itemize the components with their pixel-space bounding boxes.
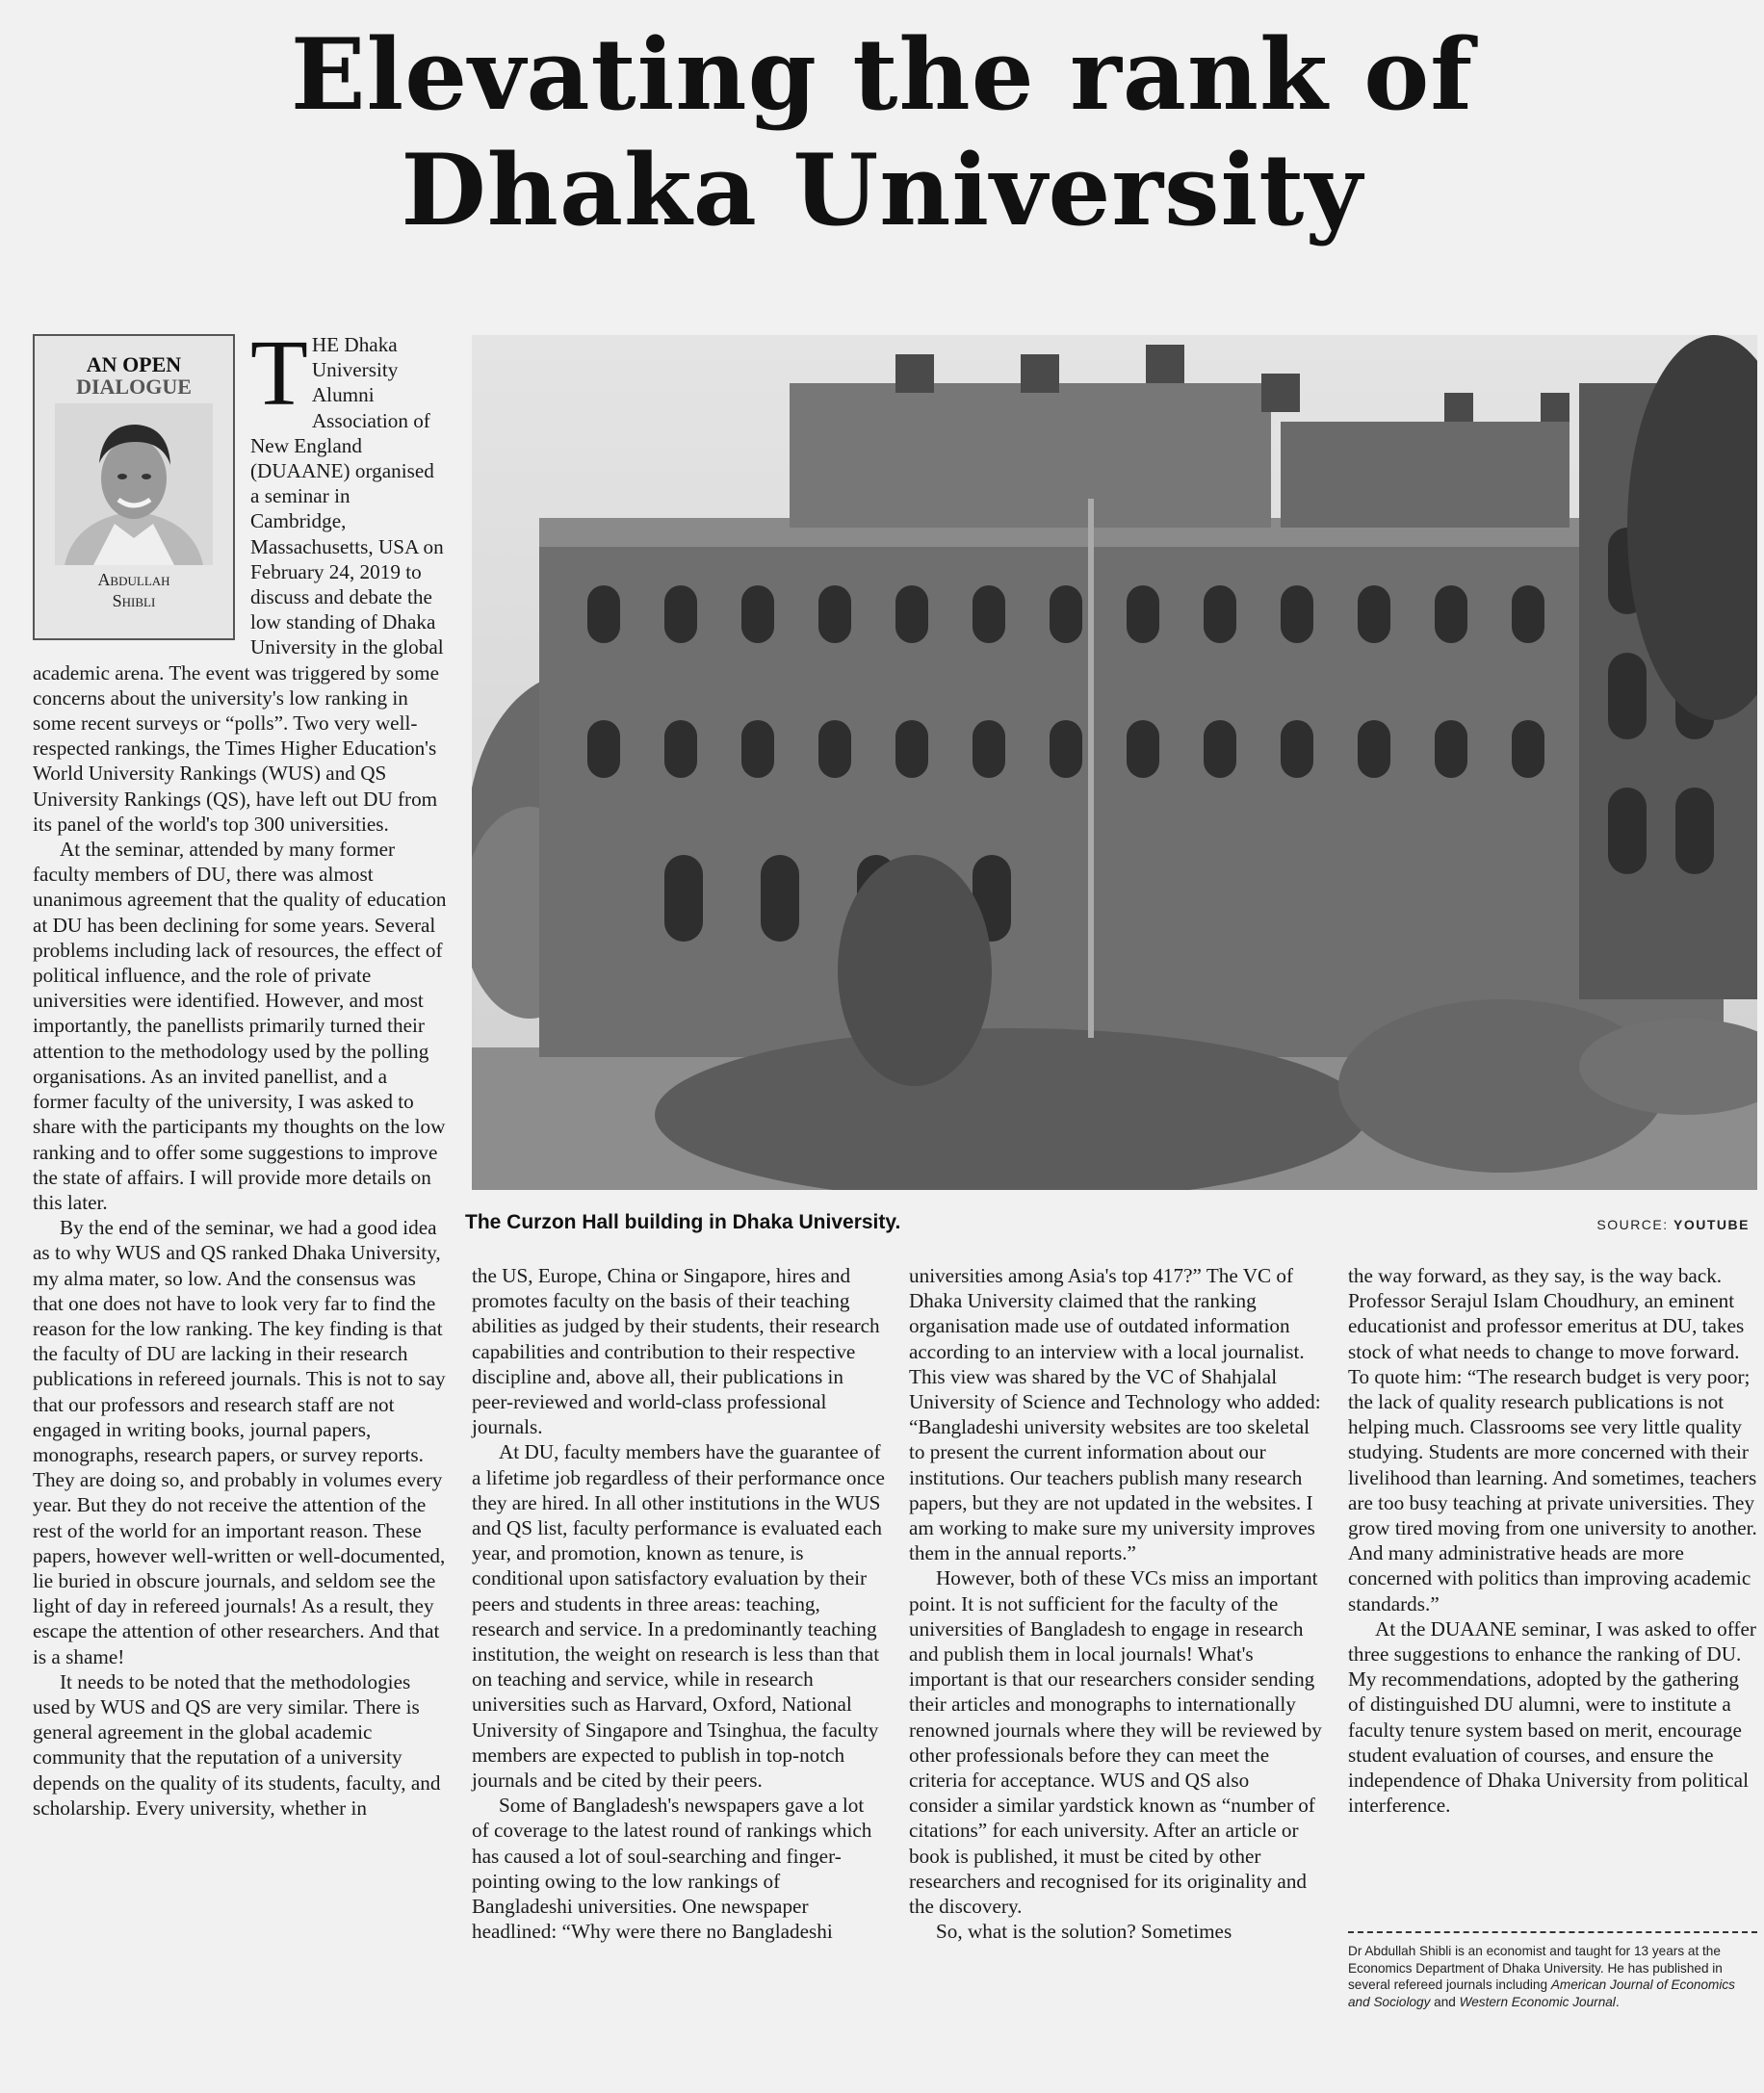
paragraph: Some of Bangladesh's newspapers gave a lot of coverage to the latest round of rankings which has caused a lot of soul-searching and finger-pointing owing to the low rankings of Bangladeshi universities. One newspaper headlined: “Why were there no Bangladeshi	[472, 1794, 872, 1944]
author-first-name: Abdullah	[97, 570, 170, 589]
paragraph: By the end of the seminar, we had a good idea as to why WUS and QS ranked Dhaka University, my alma mater, so low. And the consensus was that one does not have to look very far to find the reason for the low ranking. The key finding is that the faculty of DU are lacking in their research publications in refereed journals. This is not to say that our professors and research staff are not engaged in writing books, journal papers, monographs, research papers, or survey reports. They are doing so, and probably in volumes every year. But they do not receive the attention of the rest of the world for an important reason. These papers, however well-written or well-documented, lie buried in obscure journals, and seldom see the light of day in refereed journals! As a result, they escape the attention of other researchers. And that is a shame!	[33, 1216, 446, 1668]
photo-source	[1596, 1217, 1750, 1232]
headline-line-2: Dhaka University	[401, 133, 1363, 248]
dialogue-title: AN OPEN	[86, 352, 182, 376]
paragraph: At DU, faculty members have the guarantee of a lifetime job regardless of their performance once they are hired. In all other institutions in the WUS and QS list, faculty performance is evaluated each year, and promotion, known as tenure, is conditional upon satisfactory evaluation by their peers and students in three areas: teaching, research and service. In a predominantly teaching institution, the weight on research is less than that on teaching and service, while in research universities such as Harvard, Oxford, National University of Singapore and Tsinghua, the faculty members are expected to publish in top-notch journals and be cited by their peers.	[472, 1440, 885, 1793]
headline-line-1: Elevating the rank of	[290, 17, 1474, 133]
bio-journal-1: American Journal of Economics and Sociology	[1348, 1977, 1735, 2009]
source-name: YOUTUBE	[1673, 1217, 1750, 1232]
paragraph: the US, Europe, China or Singapore, hires and promotes faculty on the basis of their teaching abilities as judged by their students, their research capabilities and contribution to their respective discipline and, above all, their publications in peer-reviewed and world-class professional journals.	[472, 1264, 880, 1439]
article-column-1	[33, 322, 447, 1821]
paragraph: the way forward, as they say, is the way back. Professor Serajul Islam Choudhury, an eminent educationist and professor emeritus at DU, takes stock of what needs to change to move forward. To quote him: “The research budget is very poor; the lack of quality research publications is not helping much. Classrooms see very little quality studying. Students are more concerned with their livelihood than learning. And sometimes, teachers are too busy teaching at private universities. They grow tired moving from one university to another. And many administrative heads are more concerned with politics than improving academic standards.”	[1348, 1264, 1757, 1615]
source-label: SOURCE:	[1596, 1217, 1669, 1232]
bio-joiner: and	[1430, 1994, 1460, 2009]
bio-end: .	[1615, 1994, 1620, 2009]
dialogue-subtitle: DIALOGUE	[76, 375, 192, 399]
paragraph: At the seminar, attended by many former faculty members of DU, there was almost unanimous agreement that the quality of education at DU has been declining for some years. Several problems including lack of resources, the effect of political influence, and the role of private universities were identified. However, and most importantly, the panellists primarily turned their attention to the methodology used by the polling organisations. As an invited panellist, and a former faculty of the university, I was asked to share with the participants my thoughts on the low ranking and to offer some suggestions to improve the state of affairs. I will provide more details on this later.	[33, 838, 447, 1214]
paragraph: However, both of these VCs miss an important point. It is not sufficient for the faculty of the universities of Bangladesh to engage in research and publish them in local journals! What's important is that our researchers consider sending their articles and monographs to internationally renowned journals where they will be reviewed by other professionals before they can meet the criteria for acceptance. WUS and QS also consider a similar yardstick known as “number of citations” for each university. After an article or book is published, it must be cited by other researchers and recognised for its originality and the discovery.	[909, 1566, 1322, 1919]
article-column-3	[909, 1263, 1323, 1944]
article-column-4	[1348, 1263, 1757, 1818]
open-dialogue-box	[33, 334, 235, 640]
paragraph: universities among Asia's top 417?” The VC of Dhaka University claimed that the ranking organisation made use of outdated information according to an interview with a local journalist. This view was shared by the VC of Shahjalal University of Science and Technology who added: “Bangladeshi university websites are too skeletal to present the current information about our institutions. Our teachers publish many research papers, but they are not updated in the websites. I am working to make sure my university improves them in the annual reports.”	[909, 1264, 1321, 1565]
paragraph: At the DUAANE seminar, I was asked to offer three suggestions to enhance the ranking of DU. My recommendations, adopted by the gathering of distinguished DU alumni, were to institute a faculty tenure system based on merit, encourage student evaluation of courses, and ensure the independence of Dhaka University from political interference.	[1348, 1616, 1756, 1818]
headline	[0, 17, 1764, 248]
photo-caption: The Curzon Hall building in Dhaka University.	[465, 1211, 901, 1233]
author-bio	[1348, 1943, 1757, 2010]
author-last-name: Shibli	[112, 591, 156, 610]
bio-text: Dr Abdullah Shibli is an economist and taught for 13 years at the Economics Department of Dhaka University. He has published in several refereed journals including	[1348, 1944, 1723, 1992]
author-portrait	[55, 403, 213, 565]
paragraph: It needs to be noted that the methodologies used by WUS and QS are very similar. There is general agreement in the global academic community that the reputation of a university depends on the quality of its students, faculty, and scholarship. Every university, whether in	[33, 1669, 441, 1820]
drop-cap: T	[250, 322, 308, 426]
article-column-2	[472, 1263, 886, 1944]
bio-journal-2: Western Economic Journal	[1459, 1994, 1616, 2009]
bio-divider	[1348, 1931, 1757, 1933]
paragraph: HE Dhaka University Alumni Association of New England (DUAANE) organised a seminar in Cambridge, Massachusetts, USA on February 24, 2019 to discuss and debate the low standing of Dhaka University in the global academic arena. The event was triggered by some concerns about the university's low ranking in some recent surveys or “polls”. Two very well-respected rankings, the Times Higher Education's World University Rankings (WUS) and QS University Rankings (QS), have left out DU from its panel of the world's top 300 universities.	[33, 333, 444, 836]
curzon-hall-photo	[472, 335, 1757, 1190]
paragraph: So, what is the solution? Sometimes	[936, 1920, 1232, 1944]
